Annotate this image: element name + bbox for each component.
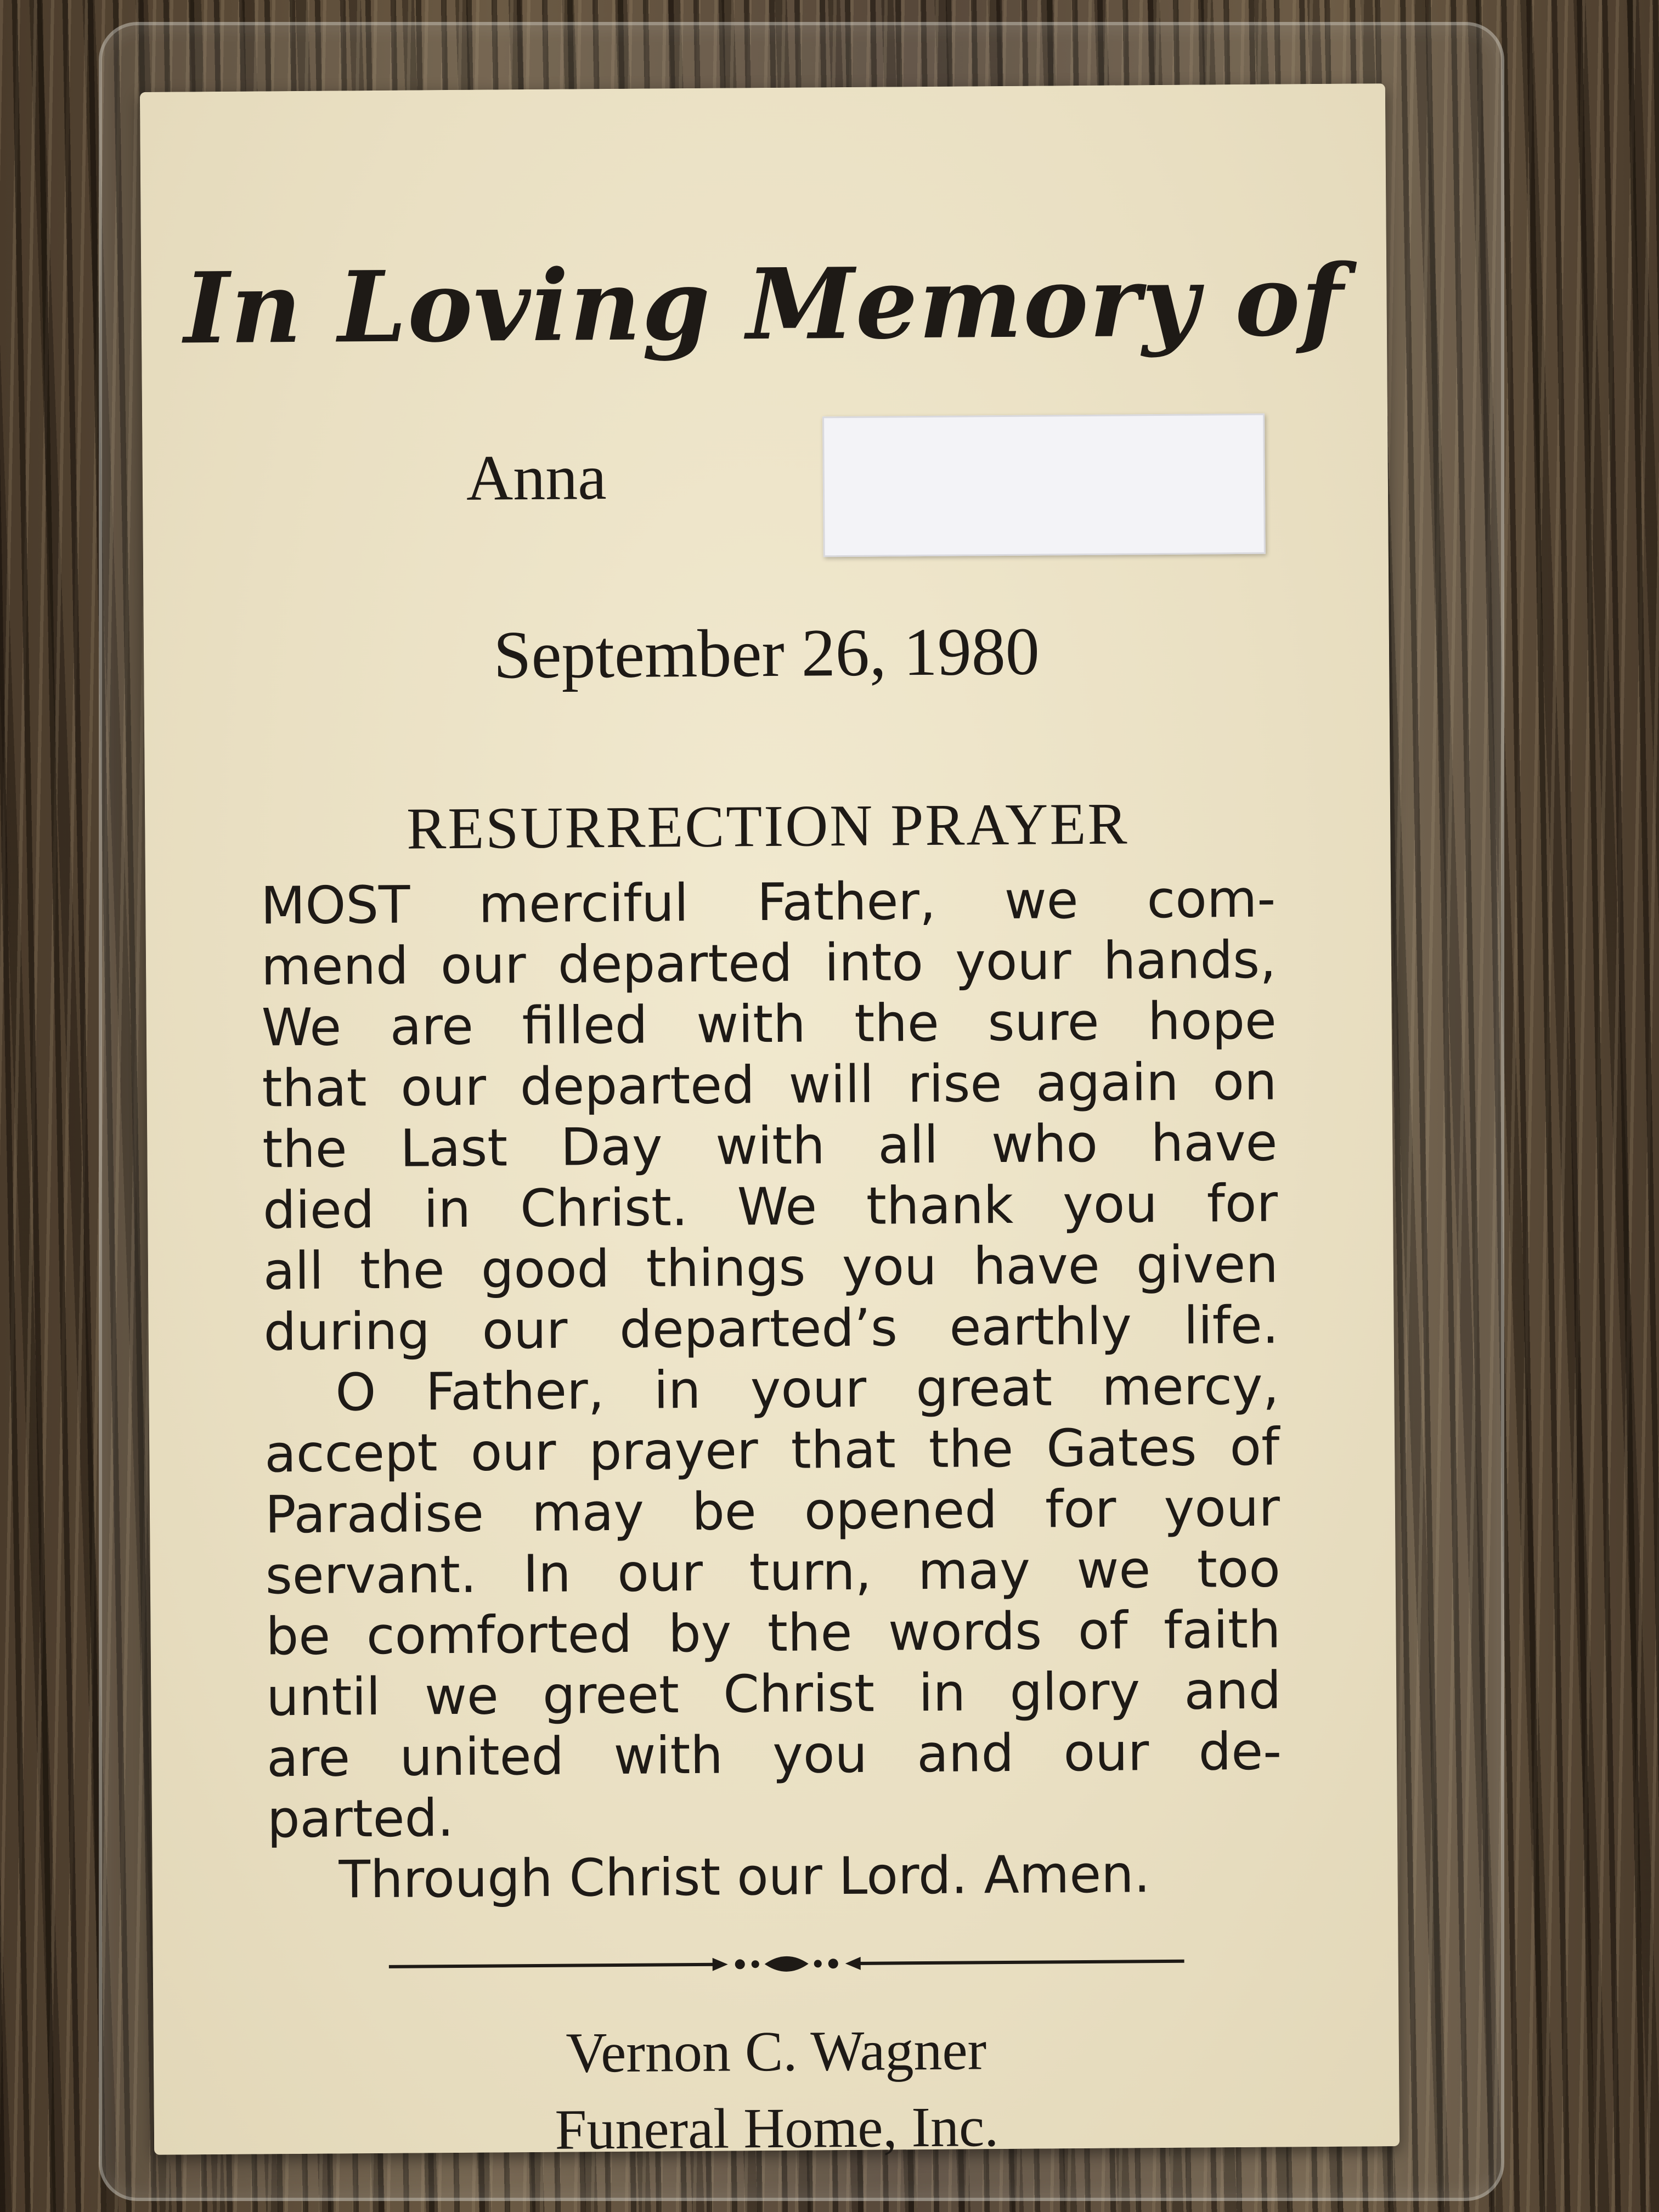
prayer-line: servant. In our turn, may we too bbox=[265, 1539, 1281, 1606]
ornamental-divider bbox=[389, 1945, 1184, 1983]
prayer-line: parted. bbox=[267, 1788, 454, 1850]
funeral-home-suffix: Funeral Home, Inc. bbox=[555, 2095, 999, 2162]
prayer-line: MOST merciful Father, we com- bbox=[260, 869, 1276, 936]
prayer-line: during our departed’s earthly life. bbox=[263, 1295, 1279, 1363]
prayer-line: are united with you and our de- bbox=[266, 1722, 1282, 1789]
prayer-title: RESURRECTION PRAYER bbox=[406, 791, 1129, 862]
prayer-line: died in Christ. We thank you for bbox=[262, 1173, 1278, 1241]
prayer-line: that our departed will rise again on bbox=[262, 1052, 1277, 1119]
name-row bbox=[466, 413, 1290, 561]
prayer-line: until we greet Christ in glory and bbox=[266, 1661, 1282, 1728]
prayer-line: O Father, in your great mercy, bbox=[335, 1356, 1279, 1423]
funeral-home-name: Vernon C. Wagner bbox=[566, 2018, 987, 2085]
prayer-closing-line: Through Christ our Lord. Amen. bbox=[338, 1844, 1150, 1910]
prayer-line: all the good things you have given bbox=[263, 1234, 1279, 1302]
card-heading: In Loving Memory of bbox=[183, 242, 1345, 366]
prayer-line: Paradise may be opened for your bbox=[264, 1478, 1280, 1545]
prayer-line: be comforted by the words of faith bbox=[266, 1600, 1281, 1667]
prayer-line: the Last Day with all who have bbox=[262, 1113, 1278, 1180]
date-of-death: September 26, 1980 bbox=[493, 613, 1040, 693]
prayer-line: mend our departed into your hands, bbox=[261, 930, 1277, 997]
prayer-body bbox=[261, 869, 1283, 1911]
prayer-line: accept our prayer that the Gates of bbox=[264, 1417, 1280, 1485]
redaction-paper-strip bbox=[822, 414, 1266, 557]
memorial-card bbox=[140, 83, 1400, 2162]
prayer-line: We are filled with the sure hope bbox=[261, 991, 1277, 1058]
deceased-first-name: Anna bbox=[466, 441, 607, 514]
